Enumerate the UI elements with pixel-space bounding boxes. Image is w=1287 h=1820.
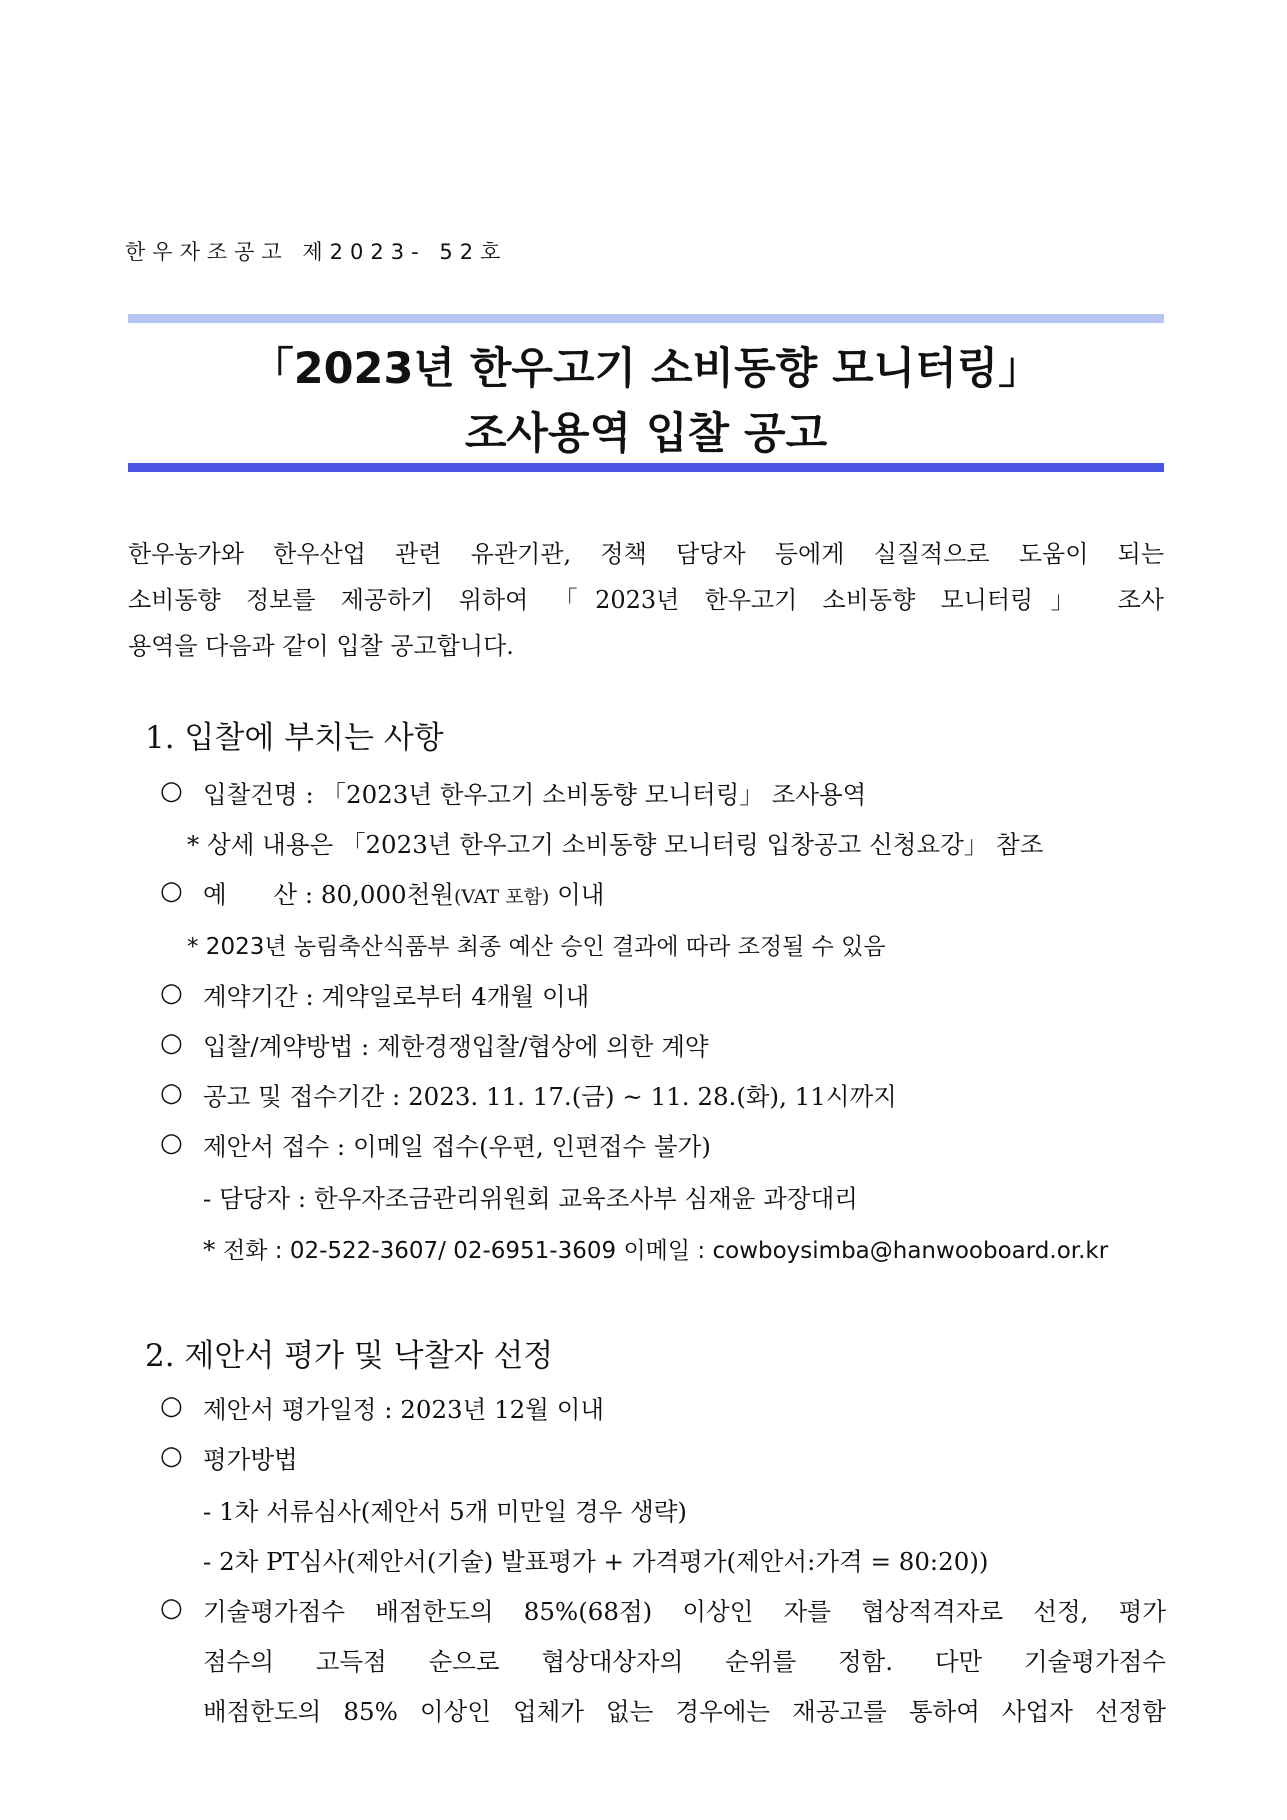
contact-info-row <box>203 1232 1108 1265</box>
budget <box>203 876 604 911</box>
proposal-submission: 제안서 접수 : 이메일 접수(우편, 인편접수 불가) <box>203 1132 711 1161</box>
bid-name-note: * 상세 내용은 「2023년 한우고기 소비동향 모니터링 입창공고 신청요강」 참조 <box>187 830 1044 859</box>
budget-vat: (VAT 포함) <box>453 886 550 908</box>
section2-heading: 2. 제안서 평가 및 낙찰자 선정 <box>145 1338 554 1374</box>
contract-period: 계약기간 : 계약일로부터 4개월 이내 <box>203 982 590 1011</box>
criteria-line-1: 기술평가점수 배점한도의 85%(68점) 이상인 자를 협상적격자로 선정, 평가 <box>203 1597 1166 1626</box>
bullet-circle: ○ <box>160 1078 183 1108</box>
contact-info: 전화 : 02-522-3607/ 02-6951-3609 이메일 : cowboysimba@hanwooboard.or.kr <box>223 1238 1109 1264</box>
title-bottom-rule <box>128 463 1164 472</box>
bullet-circle: ○ <box>160 1128 183 1158</box>
eval-schedule: 제안서 평가일정 : 2023년 12월 이내 <box>203 1395 605 1424</box>
bid-name: 입찰건명 : 「2023년 한우고기 소비동향 모니터링」 조사용역 <box>203 780 867 809</box>
intro-line-1: 한우농가와 한우산업 관련 유관기관, 정책 담당자 등에게 실질적으로 도움이 되는 <box>128 540 1164 568</box>
budget-suffix: 이내 <box>549 880 605 909</box>
intro-line-2: 소비동향 정보를 제공하기 위하여 「2023년 한우고기 소비동향 모니터링」 조사 <box>128 586 1164 614</box>
eval-method: 평가방법 <box>203 1445 298 1474</box>
bullet-circle: ○ <box>160 1441 183 1471</box>
contract-method: 입찰/계약방법 : 제한경쟁입찰/협상에 의한 계약 <box>203 1032 709 1061</box>
page-title-line2: 조사용역 입찰 공고 <box>464 409 828 459</box>
bullet-circle: ○ <box>160 1593 183 1623</box>
budget-note: * 2023년 농림축산식품부 최종 예산 승인 결과에 따라 조정될 수 있음 <box>187 934 886 960</box>
bullet-circle: ○ <box>160 776 183 806</box>
bullet-circle: ○ <box>160 1391 183 1421</box>
bullet-circle: ○ <box>160 1028 183 1058</box>
notice-number: 한우자조공고 제2023- 52호 <box>125 240 508 264</box>
notice-period: 공고 및 접수기간 : 2023. 11. 17.(금) ~ 11. 28.(화), 11시까지 <box>203 1082 897 1111</box>
intro-line-3: 용역을 다음과 같이 입찰 공고합니다. <box>128 632 514 660</box>
bullet-circle: ○ <box>160 978 183 1008</box>
section1-heading: 1. 입찰에 부치는 사항 <box>145 720 444 756</box>
criteria-line-2: 점수의 고득점 순으로 협상대상자의 순위를 정함. 다만 기술평가점수 <box>203 1647 1166 1676</box>
criteria-line-3: 배점한도의 85% 이상인 업체가 없는 경우에는 재공고를 통하여 사업자 선정함 <box>203 1697 1166 1726</box>
eval-stage1: - 1차 서류심사(제안서 5개 미만일 경우 생략) <box>203 1497 687 1526</box>
contact-star: * <box>203 1235 216 1264</box>
page-title-line1: 「2023년 한우고기 소비동향 모니터링」 <box>250 344 1042 394</box>
budget-label: 예 산 : 80,000천원 <box>203 880 454 909</box>
eval-stage2: - 2차 PT심사(제안서(기술) 발표평가 + 가격평가(제안서:가격 = 80:20)) <box>203 1547 989 1576</box>
bullet-circle: ○ <box>160 876 183 906</box>
title-top-rule <box>128 314 1164 323</box>
contact-person: - 담당자 : 한우자조금관리위원회 교육조사부 심재윤 과장대리 <box>203 1184 858 1213</box>
